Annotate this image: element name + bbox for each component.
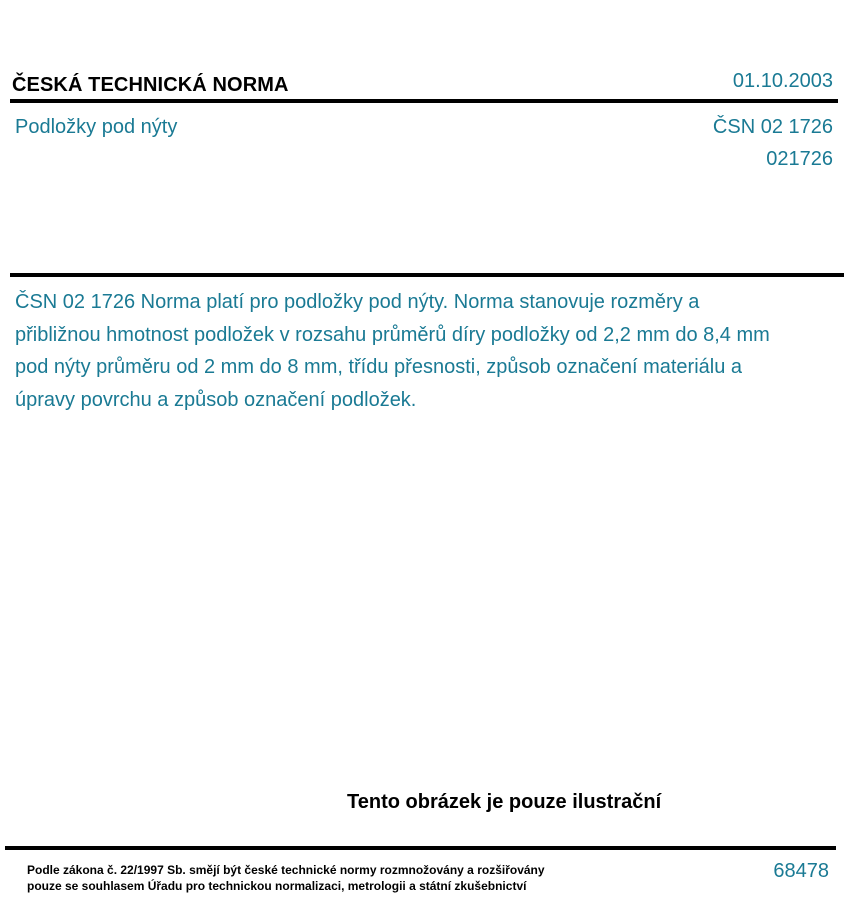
section-divider: [10, 273, 844, 277]
illustration-notice: Tento obrázek je pouze ilustrační: [347, 791, 662, 813]
document-header-title: ČESKÁ TECHNICKÁ NORMA: [12, 74, 289, 96]
standard-code-compact: 021726: [766, 148, 833, 170]
header-divider: [10, 99, 838, 103]
catalog-number: 68478: [773, 860, 829, 882]
legal-notice-line-2: pouze se souhlasem Úřadu pro technickou normalizaci, metrologii a státní zkušebnictví: [27, 879, 527, 893]
legal-notice-line-1: Podle zákona č. 22/1997 Sb. smějí být české technické normy rozmnožovány a rozšiřovány: [27, 863, 545, 877]
standard-subject: Podložky pod nýty: [15, 116, 178, 138]
legal-notice: [27, 862, 545, 894]
footer-divider: [5, 846, 836, 850]
publication-date: 01.10.2003: [732, 70, 833, 92]
standard-abstract: ČSN 02 1726 Norma platí pro podložky pod nýty. Norma stanovuje rozměry a přibližnou hmotnost podložek v rozsahu průměrů díry podložky od 2,2 mm do 8,4 mm pod nýty průměru od 2 mm do 8 mm, třídu přesnosti, způsob označení materiálu a úpravy povrchu a způsob označení podložek.: [15, 291, 770, 411]
standard-code: ČSN 02 1726: [712, 116, 833, 138]
